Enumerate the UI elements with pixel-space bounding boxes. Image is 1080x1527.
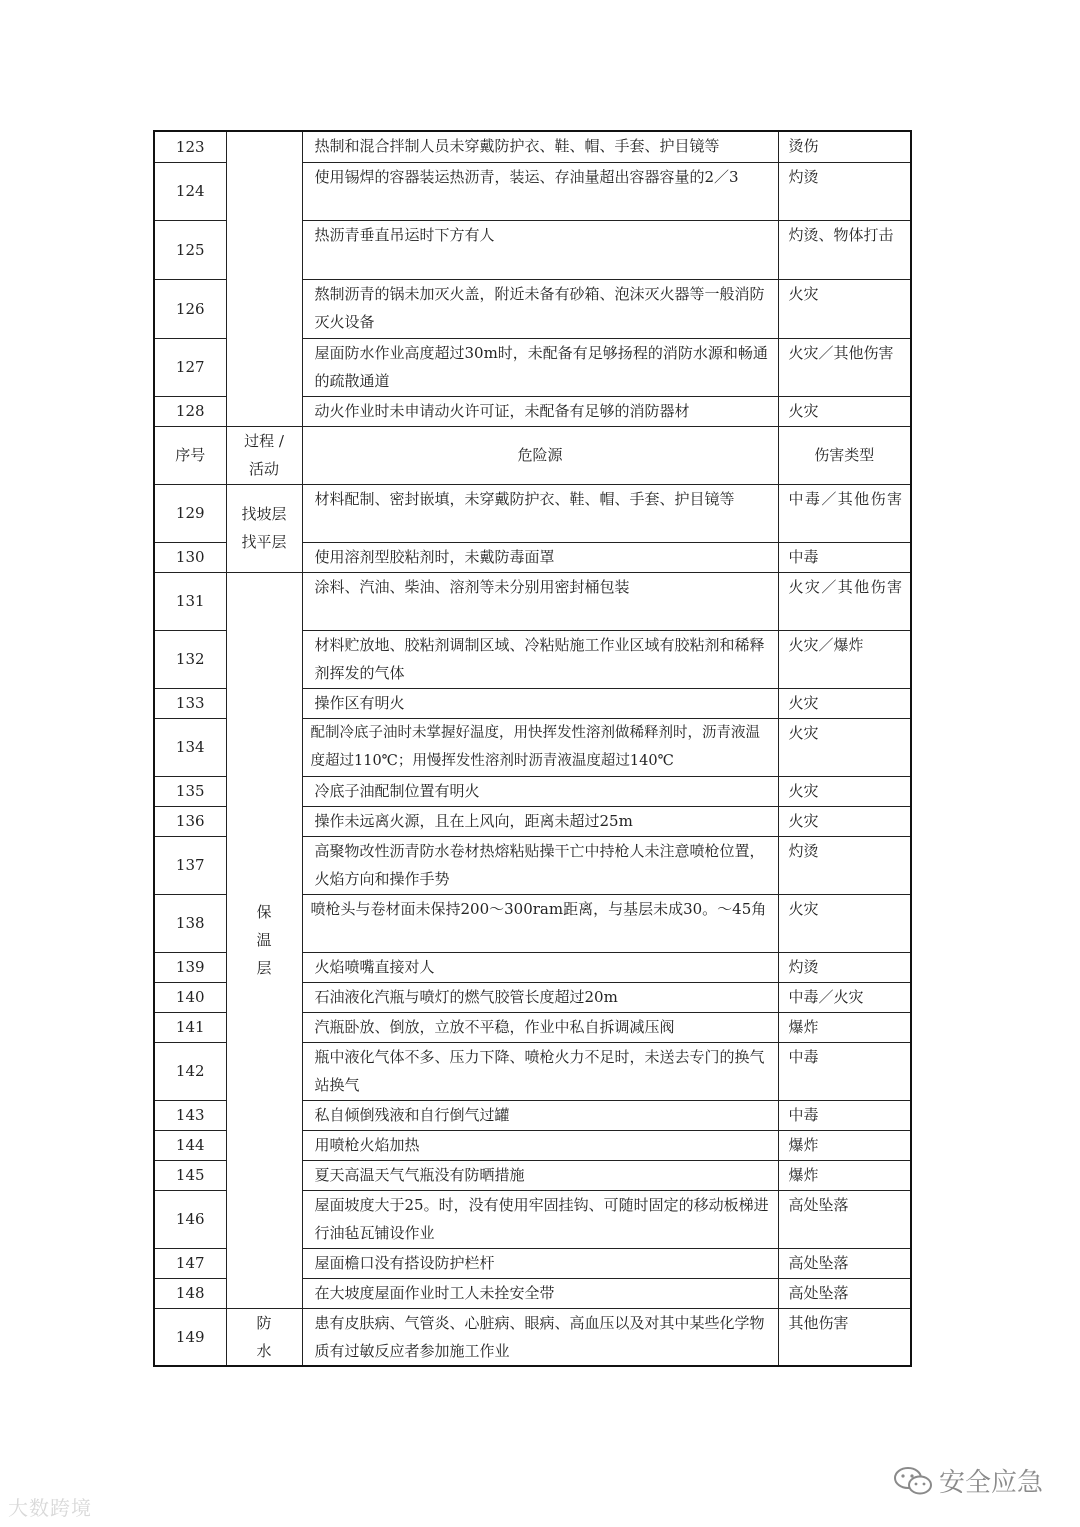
process-label-slope: 找坡层找平层 (226, 484, 302, 572)
injury-type: 灼烫 (778, 162, 911, 220)
row-number: 137 (154, 836, 226, 894)
hazard-text: 瓶中液化气体不多、压力下降、喷枪火力不足时，未送去专门的换气站换气 (302, 1042, 778, 1100)
injury-type: 灼烫 (778, 952, 911, 982)
row-number: 142 (154, 1042, 226, 1100)
row-number: 132 (154, 630, 226, 688)
row-number: 131 (154, 572, 226, 630)
watermark-right-text: 安全应急 (939, 1468, 1044, 1498)
hazard-text: 石油液化汽瓶与喷灯的燃气胶管长度超过20m (302, 982, 778, 1012)
process-label-waterproof-text: 防水 (256, 1313, 272, 1360)
row-number: 136 (154, 806, 226, 836)
injury-type: 烫伤 (778, 131, 911, 162)
process-label-waterproof (226, 1308, 302, 1366)
hazard-text: 患有皮肤病、气管炎、心脏病、眼病、高血压以及对其中某些化学物质有过敏反应者参加施工作业 (302, 1308, 778, 1366)
row-number: 139 (154, 952, 226, 982)
hazard-text: 使用溶剂型胶粘剂时，未戴防毒面罩 (302, 542, 778, 572)
hazard-text: 热沥青垂直吊运时下方有人 (302, 220, 778, 279)
row-number: 147 (154, 1248, 226, 1278)
injury-type: 高处坠落 (778, 1190, 911, 1248)
row-number: 143 (154, 1100, 226, 1130)
injury-type: 灼烫、物体打击 (778, 220, 911, 279)
table-row (154, 484, 911, 542)
injury-type: 其他伤害 (778, 1308, 911, 1366)
row-number: 125 (154, 220, 226, 279)
injury-type: 火灾／爆炸 (778, 630, 911, 688)
row-number: 128 (154, 396, 226, 426)
hazard-text: 汽瓶卧放、倒放，立放不平稳，作业中私自拆调减压阀 (302, 1012, 778, 1042)
injury-type: 火灾 (778, 806, 911, 836)
header-injury: 伤害类型 (778, 426, 911, 484)
row-number: 144 (154, 1130, 226, 1160)
hazard-text: 熬制沥青的锅未加灭火盖，附近未备有砂箱、泡沫灭火器等一般消防灭火设备 (302, 279, 778, 338)
injury-type: 火灾 (778, 688, 911, 718)
process-label-insulation-text: 保温层 (256, 903, 272, 977)
watermark-right (893, 1462, 1043, 1499)
hazard-text: 火焰喷嘴直接对人 (302, 952, 778, 982)
injury-type: 火灾／其他伤害 (778, 572, 911, 630)
row-number: 126 (154, 279, 226, 338)
hazard-text: 操作区有明火 (302, 688, 778, 718)
row-number: 135 (154, 776, 226, 806)
row-number: 148 (154, 1278, 226, 1308)
injury-type: 火灾 (778, 718, 911, 776)
injury-type: 火灾 (778, 396, 911, 426)
injury-type: 爆炸 (778, 1130, 911, 1160)
watermark-left (8, 1492, 92, 1521)
hazard-text: 动火作业时未申请动火许可证，未配备有足够的消防器材 (302, 396, 778, 426)
row-number: 149 (154, 1308, 226, 1366)
table-row (154, 1308, 911, 1366)
injury-type: 火灾／其他伤害 (778, 338, 911, 396)
hazard-text: 喷枪头与卷材面未保持200～300ram距离，与基层未成30。～45角 (302, 894, 778, 952)
row-number: 134 (154, 718, 226, 776)
row-number: 129 (154, 484, 226, 542)
process-label-insulation (226, 572, 302, 1308)
hazard-text: 涂料、汽油、柴油、溶剂等未分别用密封桶包装 (302, 572, 778, 630)
injury-type: 中毒 (778, 1042, 911, 1100)
hazard-text: 屋面檐口没有搭设防护栏杆 (302, 1248, 778, 1278)
row-number: 124 (154, 162, 226, 220)
injury-type: 火灾 (778, 894, 911, 952)
injury-type: 火灾 (778, 776, 911, 806)
injury-type: 中毒／其他伤害 (778, 484, 911, 542)
header-hazard: 危险源 (302, 426, 778, 484)
hazard-text: 材料配制、密封嵌填，未穿戴防护衣、鞋、帽、手套、护目镜等 (302, 484, 778, 542)
header-num: 序号 (154, 426, 226, 484)
row-number: 127 (154, 338, 226, 396)
injury-type: 中毒 (778, 1100, 911, 1130)
row-number: 133 (154, 688, 226, 718)
watermark-left-text: 大数跨境 (8, 1496, 92, 1520)
hazard-text: 私自倾倒残液和自行倒气过罐 (302, 1100, 778, 1130)
hazard-text: 高聚物改性沥青防水卷材热熔粘贴操干亡中持枪人未注意喷枪位置，火焰方向和操作手势 (302, 836, 778, 894)
injury-type: 高处坠落 (778, 1248, 911, 1278)
row-number: 141 (154, 1012, 226, 1042)
row-number: 138 (154, 894, 226, 952)
injury-type: 高处坠落 (778, 1278, 911, 1308)
row-number: 130 (154, 542, 226, 572)
injury-type: 爆炸 (778, 1160, 911, 1190)
table-row (154, 572, 911, 630)
injury-type: 爆炸 (778, 1012, 911, 1042)
wechat-icon (893, 1465, 933, 1497)
hazard-text: 操作未远离火源，且在上风向，距离未超过25m (302, 806, 778, 836)
row-number: 146 (154, 1190, 226, 1248)
process-cell-empty (226, 131, 302, 426)
hazard-text: 冷底子油配制位置有明火 (302, 776, 778, 806)
hazard-text: 配制冷底子油时未掌握好温度，用快挥发性溶剂做稀释剂时，沥青液温度超过110℃；用慢挥发性溶剂时沥青液温度超过140℃ (302, 718, 778, 776)
table-row (154, 131, 911, 162)
hazard-text: 夏天高温天气气瓶没有防晒措施 (302, 1160, 778, 1190)
injury-type: 火灾 (778, 279, 911, 338)
injury-type: 灼烫 (778, 836, 911, 894)
row-number: 123 (154, 131, 226, 162)
header-process: 过程 / 活动 (226, 426, 302, 484)
row-number: 140 (154, 982, 226, 1012)
hazard-text: 屋面防水作业高度超过30m时，未配备有足够扬程的消防水源和畅通的疏散通道 (302, 338, 778, 396)
hazard-text: 用喷枪火焰加热 (302, 1130, 778, 1160)
hazard-text: 热制和混合拌制人员未穿戴防护衣、鞋、帽、手套、护目镜等 (302, 131, 778, 162)
table-header-row (154, 426, 911, 484)
injury-type: 中毒／火灾 (778, 982, 911, 1012)
injury-type: 中毒 (778, 542, 911, 572)
hazard-text: 材料贮放地、胶粘剂调制区域、冷粘贴施工作业区域有胶粘剂和稀释剂挥发的气体 (302, 630, 778, 688)
hazard-text: 屋面坡度大于25。时，没有使用牢固挂钩、可随时固定的移动板梯进行油毡瓦铺设作业 (302, 1190, 778, 1248)
hazard-text: 使用锡焊的容器装运热沥青，装运、存油量超出容器容量的2／3 (302, 162, 778, 220)
row-number: 145 (154, 1160, 226, 1190)
hazard-table (153, 130, 912, 1367)
hazard-text: 在大坡度屋面作业时工人未拴安全带 (302, 1278, 778, 1308)
